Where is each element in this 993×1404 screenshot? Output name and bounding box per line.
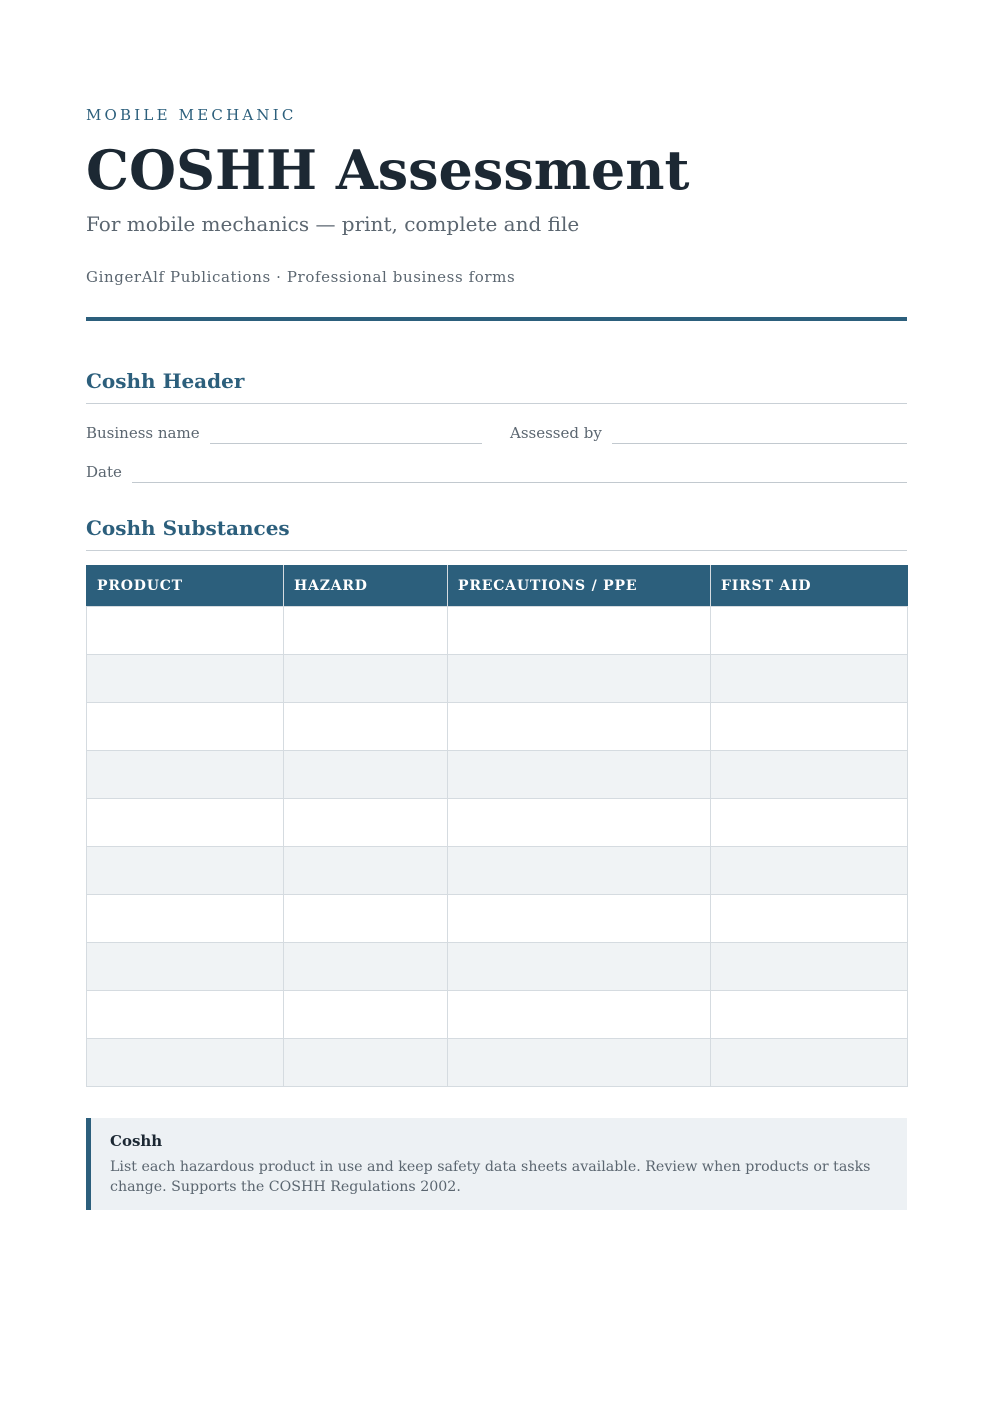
table-row bbox=[87, 847, 908, 895]
precautions-cell[interactable] bbox=[448, 847, 711, 895]
hazard-cell[interactable] bbox=[284, 799, 448, 847]
first-aid-cell[interactable] bbox=[711, 751, 908, 799]
table-row bbox=[87, 655, 908, 703]
hazard-cell[interactable] bbox=[284, 703, 448, 751]
precautions-cell[interactable] bbox=[448, 895, 711, 943]
assessed-by-line[interactable] bbox=[612, 443, 907, 444]
precautions-cell[interactable] bbox=[448, 1039, 711, 1087]
hazard-cell[interactable] bbox=[284, 847, 448, 895]
form-category-label: MOBILE MECHANIC bbox=[86, 106, 297, 124]
section-title-coshh-header: Coshh Header bbox=[86, 369, 245, 393]
product-cell[interactable] bbox=[87, 655, 284, 703]
table-row bbox=[87, 991, 908, 1039]
section-title-coshh-substances: Coshh Substances bbox=[86, 516, 290, 540]
product-cell[interactable] bbox=[87, 799, 284, 847]
precautions-cell[interactable] bbox=[448, 943, 711, 991]
product-cell[interactable] bbox=[87, 607, 284, 655]
first-aid-cell[interactable] bbox=[711, 703, 908, 751]
table-row bbox=[87, 943, 908, 991]
first-aid-cell[interactable] bbox=[711, 943, 908, 991]
first-aid-cell[interactable] bbox=[711, 607, 908, 655]
header-divider bbox=[86, 317, 907, 321]
precautions-cell[interactable] bbox=[448, 799, 711, 847]
section-divider bbox=[86, 550, 907, 551]
hazard-cell[interactable] bbox=[284, 895, 448, 943]
hazard-cell[interactable] bbox=[284, 1039, 448, 1087]
table-row bbox=[87, 751, 908, 799]
coshh-note-callout bbox=[86, 1118, 907, 1210]
table-header-row bbox=[87, 566, 908, 607]
column-header-precautions-ppe: PRECAUTIONS / PPE bbox=[448, 566, 711, 607]
first-aid-cell[interactable] bbox=[711, 799, 908, 847]
assessed-by-field[interactable] bbox=[510, 422, 907, 442]
first-aid-cell[interactable] bbox=[711, 991, 908, 1039]
hazard-cell[interactable] bbox=[284, 655, 448, 703]
date-field[interactable] bbox=[86, 461, 907, 481]
precautions-cell[interactable] bbox=[448, 991, 711, 1039]
product-cell[interactable] bbox=[87, 943, 284, 991]
assessed-by-label: Assessed by bbox=[510, 424, 602, 442]
precautions-cell[interactable] bbox=[448, 655, 711, 703]
product-cell[interactable] bbox=[87, 703, 284, 751]
publisher-line: GingerAlf Publications · Professional business forms bbox=[86, 268, 516, 286]
date-label: Date bbox=[86, 463, 122, 481]
product-cell[interactable] bbox=[87, 991, 284, 1039]
hazard-cell[interactable] bbox=[284, 607, 448, 655]
page-subtitle: For mobile mechanics — print, complete and file bbox=[86, 212, 580, 236]
table-row bbox=[87, 1039, 908, 1087]
column-header-hazard: HAZARD bbox=[284, 566, 448, 607]
product-cell[interactable] bbox=[87, 751, 284, 799]
note-title: Coshh bbox=[110, 1132, 163, 1150]
table-row bbox=[87, 607, 908, 655]
hazard-cell[interactable] bbox=[284, 943, 448, 991]
column-header-product: PRODUCT bbox=[87, 566, 284, 607]
hazard-cell[interactable] bbox=[284, 751, 448, 799]
precautions-cell[interactable] bbox=[448, 703, 711, 751]
page-title: COSHH Assessment bbox=[86, 138, 690, 202]
product-cell[interactable] bbox=[87, 895, 284, 943]
business-name-label: Business name bbox=[86, 424, 200, 442]
precautions-cell[interactable] bbox=[448, 607, 711, 655]
column-header-first-aid: FIRST AID bbox=[711, 566, 908, 607]
first-aid-cell[interactable] bbox=[711, 1039, 908, 1087]
first-aid-cell[interactable] bbox=[711, 847, 908, 895]
product-cell[interactable] bbox=[87, 847, 284, 895]
first-aid-cell[interactable] bbox=[711, 895, 908, 943]
business-name-field[interactable] bbox=[86, 422, 482, 442]
business-name-line[interactable] bbox=[210, 443, 482, 444]
hazard-cell[interactable] bbox=[284, 991, 448, 1039]
first-aid-cell[interactable] bbox=[711, 655, 908, 703]
substances-table bbox=[86, 565, 908, 1087]
precautions-cell[interactable] bbox=[448, 751, 711, 799]
table-row bbox=[87, 799, 908, 847]
date-line[interactable] bbox=[132, 482, 907, 483]
note-body: List each hazardous product in use and keep safety data sheets available. Review when products or tasks change. Supports the COSHH Regulations 2002. bbox=[110, 1159, 871, 1195]
table-row bbox=[87, 895, 908, 943]
product-cell[interactable] bbox=[87, 1039, 284, 1087]
table-row bbox=[87, 703, 908, 751]
section-divider bbox=[86, 403, 907, 404]
